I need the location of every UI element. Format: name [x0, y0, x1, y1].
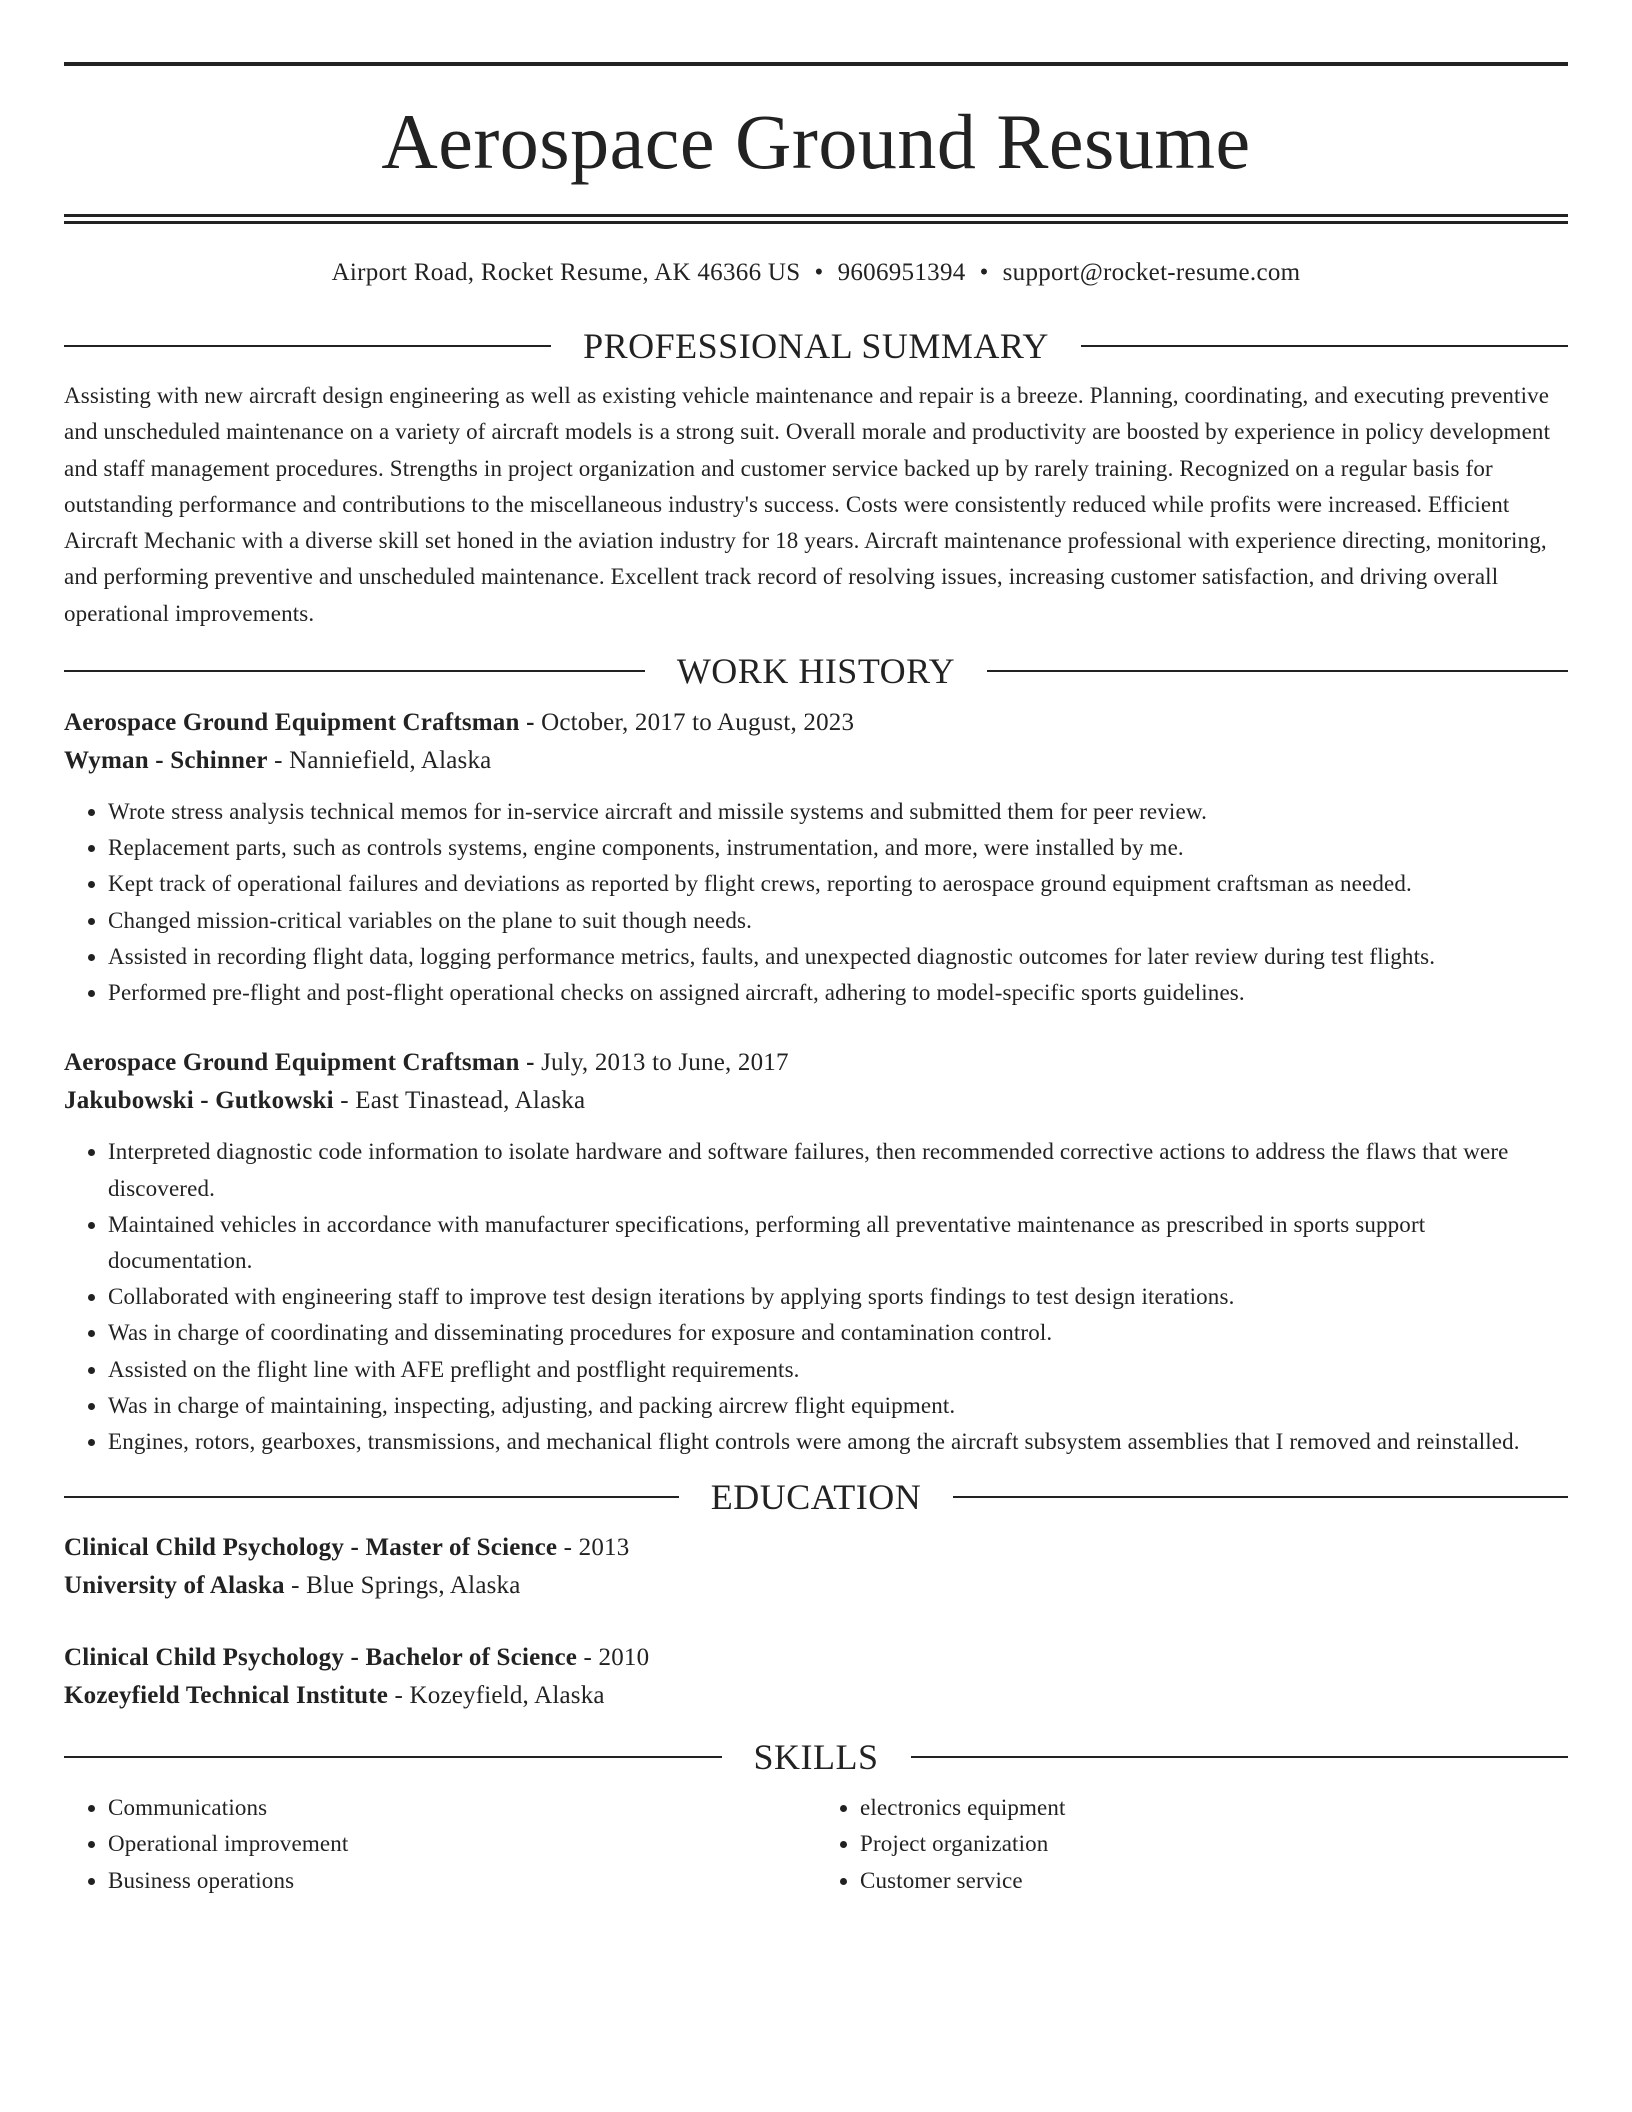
job-bullet: • Interpreted diagnostic code information to isolate hardware and software failures, then recommended corrective actions to address the flaws that were discovered. — [108, 1134, 1568, 1206]
skill-item: • Project organization — [860, 1826, 1568, 1862]
school: Kozeyfield Technical Institute — [64, 1682, 389, 1710]
contact-separator: • — [979, 259, 989, 286]
degree-line: Clinical Child Psychology - Master of Science - 2013 — [64, 1534, 630, 1562]
school: University of Alaska — [64, 1572, 285, 1600]
education-heading-text: EDUCATION — [710, 1477, 922, 1518]
heading-rule — [64, 1756, 722, 1758]
heading-rule — [64, 670, 645, 672]
school-line: University of Alaska - Blue Springs, Alaska — [64, 1572, 521, 1600]
title-double-rule — [64, 214, 1568, 224]
resume-title: Aerospace Ground Resume — [381, 98, 1251, 185]
heading-rule — [911, 1756, 1569, 1758]
education-entry — [64, 1529, 1568, 1605]
contact-address: Airport Road, Rocket Resume, AK 46366 US — [331, 259, 801, 286]
job-bullet: • Replacement parts, such as controls systems, engine components, instrumentation, and more, were installed by me. — [108, 830, 1568, 866]
job-bullet: • Wrote stress analysis technical memos for in-service aircraft and missile systems and submitted them for peer review. — [108, 794, 1568, 830]
summary-heading — [64, 326, 1568, 366]
job-bullet: • Maintained vehicles in accordance with manufacturer specifications, performing all preventative maintenance as prescribed in sports support documentation. — [108, 1207, 1568, 1279]
top-rule — [64, 62, 1568, 66]
heading-rule — [953, 1496, 1568, 1498]
heading-rule — [64, 1496, 679, 1498]
degree: Clinical Child Psychology - Master of Science — [64, 1534, 558, 1562]
degree: Clinical Child Psychology - Bachelor of Science — [64, 1644, 578, 1672]
degree-year: 2013 — [578, 1534, 630, 1562]
school-line: Kozeyfield Technical Institute - Kozeyfield, Alaska — [64, 1682, 605, 1710]
skill-item: • Business operations — [108, 1863, 816, 1899]
job-entry — [64, 704, 1568, 1011]
work-heading — [64, 651, 1568, 691]
skill-item: • Customer service — [860, 1863, 1568, 1899]
job-title: Aerospace Ground Equipment Craftsman — [64, 1049, 520, 1077]
heading-rule — [64, 345, 551, 347]
job-title-line: Aerospace Ground Equipment Craftsman - October, 2017 to August, 2023 — [64, 709, 855, 737]
job-bullets — [64, 1134, 1568, 1460]
degree-line: Clinical Child Psychology - Bachelor of Science - 2010 — [64, 1644, 650, 1672]
summary-text: Assisting with new aircraft design engineering as well as existing vehicle maintenance and repair is a breeze. Planning, coordinating, and executing preventive and unscheduled maintenance on a variety of aircraft models is a strong suit. Overall morale and productivity are boosted by experience in policy development and staff management procedures. Strengths in project organization and customer service backed up by rarely training. Recognized on a regular basis for outstanding performance and contributions to the miscellaneous industry's success. Costs were consistently reduced while profits were increased. Efficient Aircraft Mechanic with a diverse skill set honed in the aviation industry for 18 years. Aircraft maintenance professional with experience directing, monitoring, and performing preventive and unscheduled maintenance. Excellent track record of resolving issues, increasing customer satisfaction, and driving overall operational improvements. — [64, 383, 1551, 626]
summary-heading-text: PROFESSIONAL SUMMARY — [583, 326, 1049, 366]
job-company: Jakubowski - Gutkowski — [64, 1087, 334, 1115]
job-bullet: • Collaborated with engineering staff to improve test design iterations by applying sports findings to test design iterations. — [108, 1279, 1568, 1315]
school-location: Blue Springs, Alaska — [306, 1572, 521, 1600]
contact-separator: • — [814, 259, 824, 286]
education-heading — [64, 1477, 1568, 1517]
work-heading-text: WORK HISTORY — [676, 651, 956, 692]
skills-heading — [64, 1737, 1568, 1777]
job-title-line: Aerospace Ground Equipment Craftsman - July, 2013 to June, 2017 — [64, 1049, 789, 1077]
job-bullet: • Performed pre-flight and post-flight operational checks on assigned aircraft, adhering to model-specific sports guidelines. — [108, 975, 1568, 1011]
contact-phone: 9606951394 — [837, 259, 966, 286]
skill-item: • Communications — [108, 1790, 816, 1826]
skills-list — [64, 1790, 1568, 1899]
job-company-line: Jakubowski - Gutkowski - East Tinastead, Alaska — [64, 1087, 586, 1115]
job-title: Aerospace Ground Equipment Craftsman — [64, 709, 520, 737]
heading-rule — [1081, 345, 1568, 347]
skill-item: • Operational improvement — [108, 1826, 816, 1862]
heading-rule — [987, 670, 1568, 672]
job-bullets — [64, 794, 1568, 1011]
skill-item: • electronics equipment — [860, 1790, 1568, 1826]
job-bullet: • Was in charge of maintaining, inspecting, adjusting, and packing aircrew flight equipment. — [108, 1388, 1568, 1424]
contact-email: support@rocket-resume.com — [1002, 259, 1301, 286]
job-location: East Tinastead, Alaska — [355, 1087, 586, 1115]
job-company: Wyman - Schinner — [64, 747, 268, 775]
contact-info — [64, 257, 1568, 289]
skills-column-left — [64, 1790, 816, 1899]
job-bullet: • Assisted in recording flight data, logging performance metrics, faults, and unexpected diagnostic outcomes for later review during test flights. — [108, 939, 1568, 975]
school-location: Kozeyfield, Alaska — [409, 1682, 605, 1710]
resume-page — [64, 62, 1568, 1899]
job-bullet: • Kept track of operational failures and deviations as reported by flight crews, reporting to aerospace ground equipment craftsman as needed. — [108, 866, 1568, 902]
job-bullet: • Assisted on the flight line with AFE preflight and postflight requirements. — [108, 1352, 1568, 1388]
degree-year: 2010 — [598, 1644, 650, 1672]
skills-column-right — [816, 1790, 1568, 1899]
job-bullet: • Changed mission-critical variables on the plane to suit though needs. — [108, 903, 1568, 939]
job-dates: July, 2013 to June, 2017 — [541, 1049, 789, 1077]
job-bullet: • Engines, rotors, gearboxes, transmissions, and mechanical flight controls were among the aircraft subsystem assemblies that I removed and reinstalled. — [108, 1424, 1568, 1460]
skills-heading-text: SKILLS — [753, 1737, 879, 1778]
job-bullet: • Was in charge of coordinating and disseminating procedures for exposure and contamination control. — [108, 1315, 1568, 1351]
job-company-line: Wyman - Schinner - Nanniefield, Alaska — [64, 747, 492, 775]
job-dates: October, 2017 to August, 2023 — [541, 709, 855, 737]
job-entry — [64, 1044, 1568, 1460]
education-entry — [64, 1639, 1568, 1715]
job-location: Nanniefield, Alaska — [289, 747, 492, 775]
